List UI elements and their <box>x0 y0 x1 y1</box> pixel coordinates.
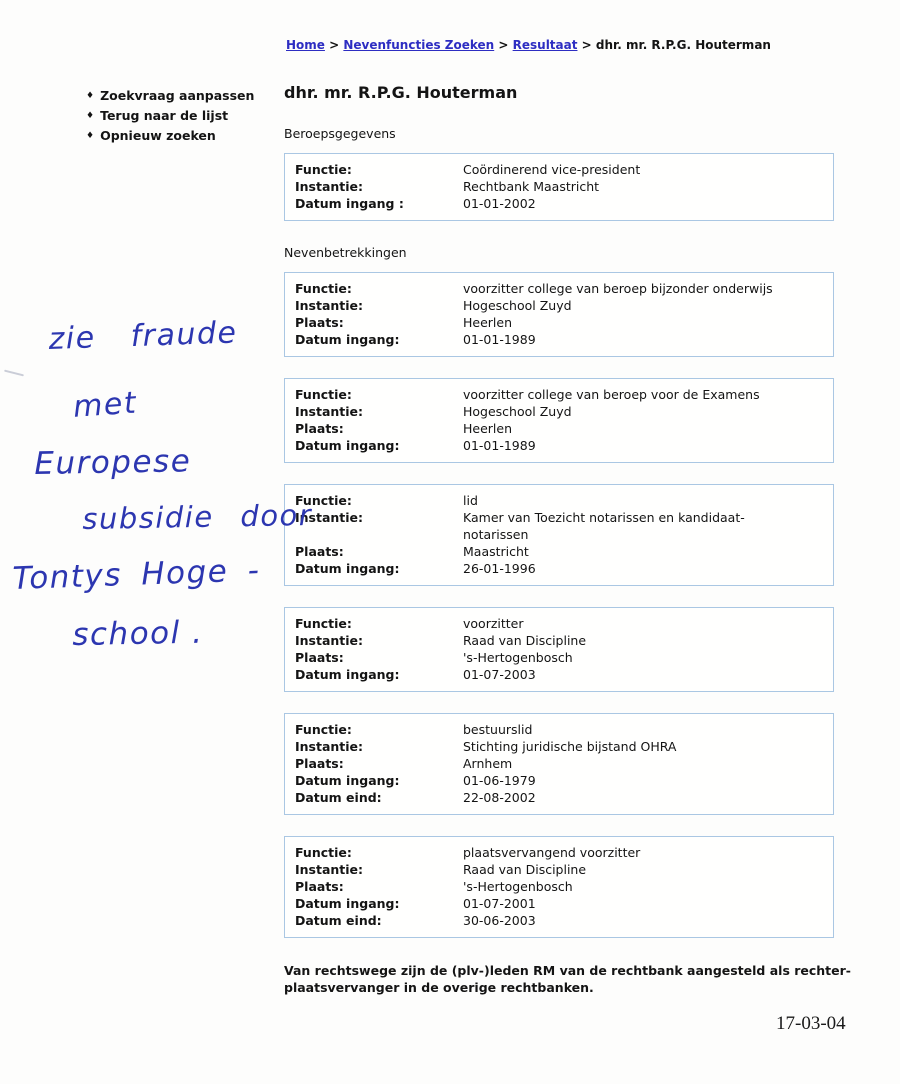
record-row <box>295 560 823 577</box>
field-label: Plaats: <box>295 879 344 894</box>
field-label: Plaats: <box>295 421 344 436</box>
breadcrumb-item[interactable]: Nevenfuncties Zoeken <box>343 38 495 52</box>
sidebar-link-label: Terug naar de lijst <box>100 108 229 123</box>
record-row <box>295 895 823 912</box>
field-label: Datum ingang : <box>295 196 404 211</box>
record-row <box>295 755 823 772</box>
date-stamp: 17-03-04 <box>776 1013 846 1034</box>
field-value: Stichting juridische bijstand OHRA <box>463 739 677 754</box>
field-label: Instantie: <box>295 404 364 419</box>
record-row <box>295 772 823 789</box>
record-row <box>295 195 823 212</box>
field-value: Kamer van Toezicht notarissen en kandidaat-notarissen <box>463 510 745 542</box>
record-row <box>295 615 823 632</box>
field-value: 's-Hertogenbosch <box>463 650 573 665</box>
field-value: Hogeschool Zuyd <box>463 298 572 313</box>
neven-records <box>284 272 854 938</box>
field-value: 22-08-2002 <box>463 790 536 805</box>
field-value: bestuurslid <box>463 722 533 737</box>
footnote: Van rechtswege zijn de (plv-)leden RM van de rechtbank aangesteld als rechter-plaatsvervanger in de overige rechtbanken. <box>284 963 851 995</box>
record-row <box>295 632 823 649</box>
field-value: Heerlen <box>463 421 513 436</box>
handwritten-line: zie fraude <box>48 315 238 357</box>
page-title: dhr. mr. R.P.G. Houterman <box>284 83 518 102</box>
field-label: Datum ingang: <box>295 332 400 347</box>
breadcrumb-separator: > <box>494 38 513 52</box>
field-label: Plaats: <box>295 315 344 330</box>
field-label: Instantie: <box>295 298 364 313</box>
field-value: voorzitter college van beroep bijzonder onderwijs <box>463 281 773 296</box>
breadcrumb-item: dhr. mr. R.P.G. Houterman <box>595 38 771 52</box>
record-row <box>295 280 823 297</box>
field-label: Functie: <box>295 845 352 860</box>
bullet-icon: ♦ <box>86 91 95 101</box>
record-row <box>295 492 823 509</box>
record-row <box>295 543 823 560</box>
bullet-icon: ♦ <box>86 111 95 121</box>
record-row <box>295 178 823 195</box>
field-value: Rechtbank Maastricht <box>463 179 600 194</box>
main-content <box>284 84 854 996</box>
handwritten-line: Tontys Hoge - <box>12 552 261 597</box>
record-row <box>295 844 823 861</box>
field-value: Coördinerend vice-president <box>463 162 641 177</box>
record-row <box>295 314 823 331</box>
record-box <box>284 836 834 938</box>
field-value: 01-07-2001 <box>463 896 536 911</box>
handwritten-line: Europese <box>34 443 192 482</box>
breadcrumb-separator: > <box>324 38 344 52</box>
record-row <box>295 386 823 403</box>
field-label: Datum eind: <box>295 790 382 805</box>
field-label: Functie: <box>295 281 352 296</box>
section-heading-nevenbetrekkingen: Nevenbetrekkingen <box>284 245 407 260</box>
field-label: Functie: <box>295 493 352 508</box>
sidebar-nav <box>86 86 254 146</box>
scan-artifact <box>4 370 24 377</box>
sidebar-link-label: Zoekvraag aanpassen <box>100 88 255 103</box>
field-value: Maastricht <box>463 544 529 559</box>
record-row <box>295 721 823 738</box>
record-box <box>284 272 834 357</box>
record-row <box>295 297 823 314</box>
field-value: 30-06-2003 <box>463 913 536 928</box>
handwritten-line: school . <box>72 614 204 653</box>
record-row <box>295 509 823 543</box>
field-label: Datum eind: <box>295 913 382 928</box>
record-box <box>284 378 834 463</box>
field-value: 01-01-1989 <box>463 438 536 453</box>
field-value: 01-07-2003 <box>463 667 536 682</box>
field-label: Functie: <box>295 722 352 737</box>
field-value: 01-01-1989 <box>463 332 536 347</box>
record-box <box>284 713 834 815</box>
beroeps-records <box>284 153 854 221</box>
record-row <box>295 738 823 755</box>
field-label: Functie: <box>295 387 352 402</box>
field-label: Plaats: <box>295 544 344 559</box>
field-label: Plaats: <box>295 756 344 771</box>
field-value: voorzitter college van beroep voor de Examens <box>463 387 760 402</box>
field-value: 26-01-1996 <box>463 561 536 576</box>
record-row <box>295 331 823 348</box>
breadcrumb <box>286 38 771 52</box>
sidebar-link[interactable] <box>86 126 254 146</box>
field-label: Plaats: <box>295 650 344 665</box>
field-value: voorzitter <box>463 616 524 631</box>
breadcrumb-separator: > <box>577 38 596 52</box>
breadcrumb-item[interactable]: Resultaat <box>512 38 578 52</box>
sidebar-link-label: Opnieuw zoeken <box>100 128 216 143</box>
field-label: Functie: <box>295 616 352 631</box>
handwritten-line: met <box>72 385 139 425</box>
field-label: Instantie: <box>295 179 364 194</box>
record-box <box>284 607 834 692</box>
record-row <box>295 666 823 683</box>
field-value: Raad van Discipline <box>463 633 587 648</box>
record-row <box>295 861 823 878</box>
field-label: Datum ingang: <box>295 438 400 453</box>
field-value: Arnhem <box>463 756 513 771</box>
handwritten-line: subsidie door <box>82 497 313 536</box>
field-label: Instantie: <box>295 739 364 754</box>
record-row <box>295 649 823 666</box>
record-row <box>295 403 823 420</box>
record-row <box>295 878 823 895</box>
record-box <box>284 153 834 221</box>
field-label: Functie: <box>295 162 352 177</box>
section-heading-beroepsgegevens: Beroepsgegevens <box>284 126 396 141</box>
field-value: Hogeschool Zuyd <box>463 404 572 419</box>
field-value: 's-Hertogenbosch <box>463 879 573 894</box>
sidebar-link[interactable] <box>86 106 254 126</box>
field-label: Datum ingang: <box>295 896 400 911</box>
record-row <box>295 912 823 929</box>
field-label: Instantie: <box>295 510 364 525</box>
record-row <box>295 789 823 806</box>
sidebar-link[interactable] <box>86 86 254 106</box>
field-label: Instantie: <box>295 633 364 648</box>
field-value: plaatsvervangend voorzitter <box>463 845 641 860</box>
field-value: lid <box>463 493 478 508</box>
record-box <box>284 484 834 586</box>
record-row <box>295 161 823 178</box>
field-value: 01-01-2002 <box>463 196 536 211</box>
field-label: Datum ingang: <box>295 667 400 682</box>
record-row <box>295 437 823 454</box>
field-value: Raad van Discipline <box>463 862 587 877</box>
field-label: Datum ingang: <box>295 561 400 576</box>
record-row <box>295 420 823 437</box>
breadcrumb-item[interactable]: Home <box>286 38 325 52</box>
field-value: 01-06-1979 <box>463 773 536 788</box>
bullet-icon: ♦ <box>86 131 95 141</box>
field-label: Instantie: <box>295 862 364 877</box>
field-label: Datum ingang: <box>295 773 400 788</box>
field-value: Heerlen <box>463 315 513 330</box>
